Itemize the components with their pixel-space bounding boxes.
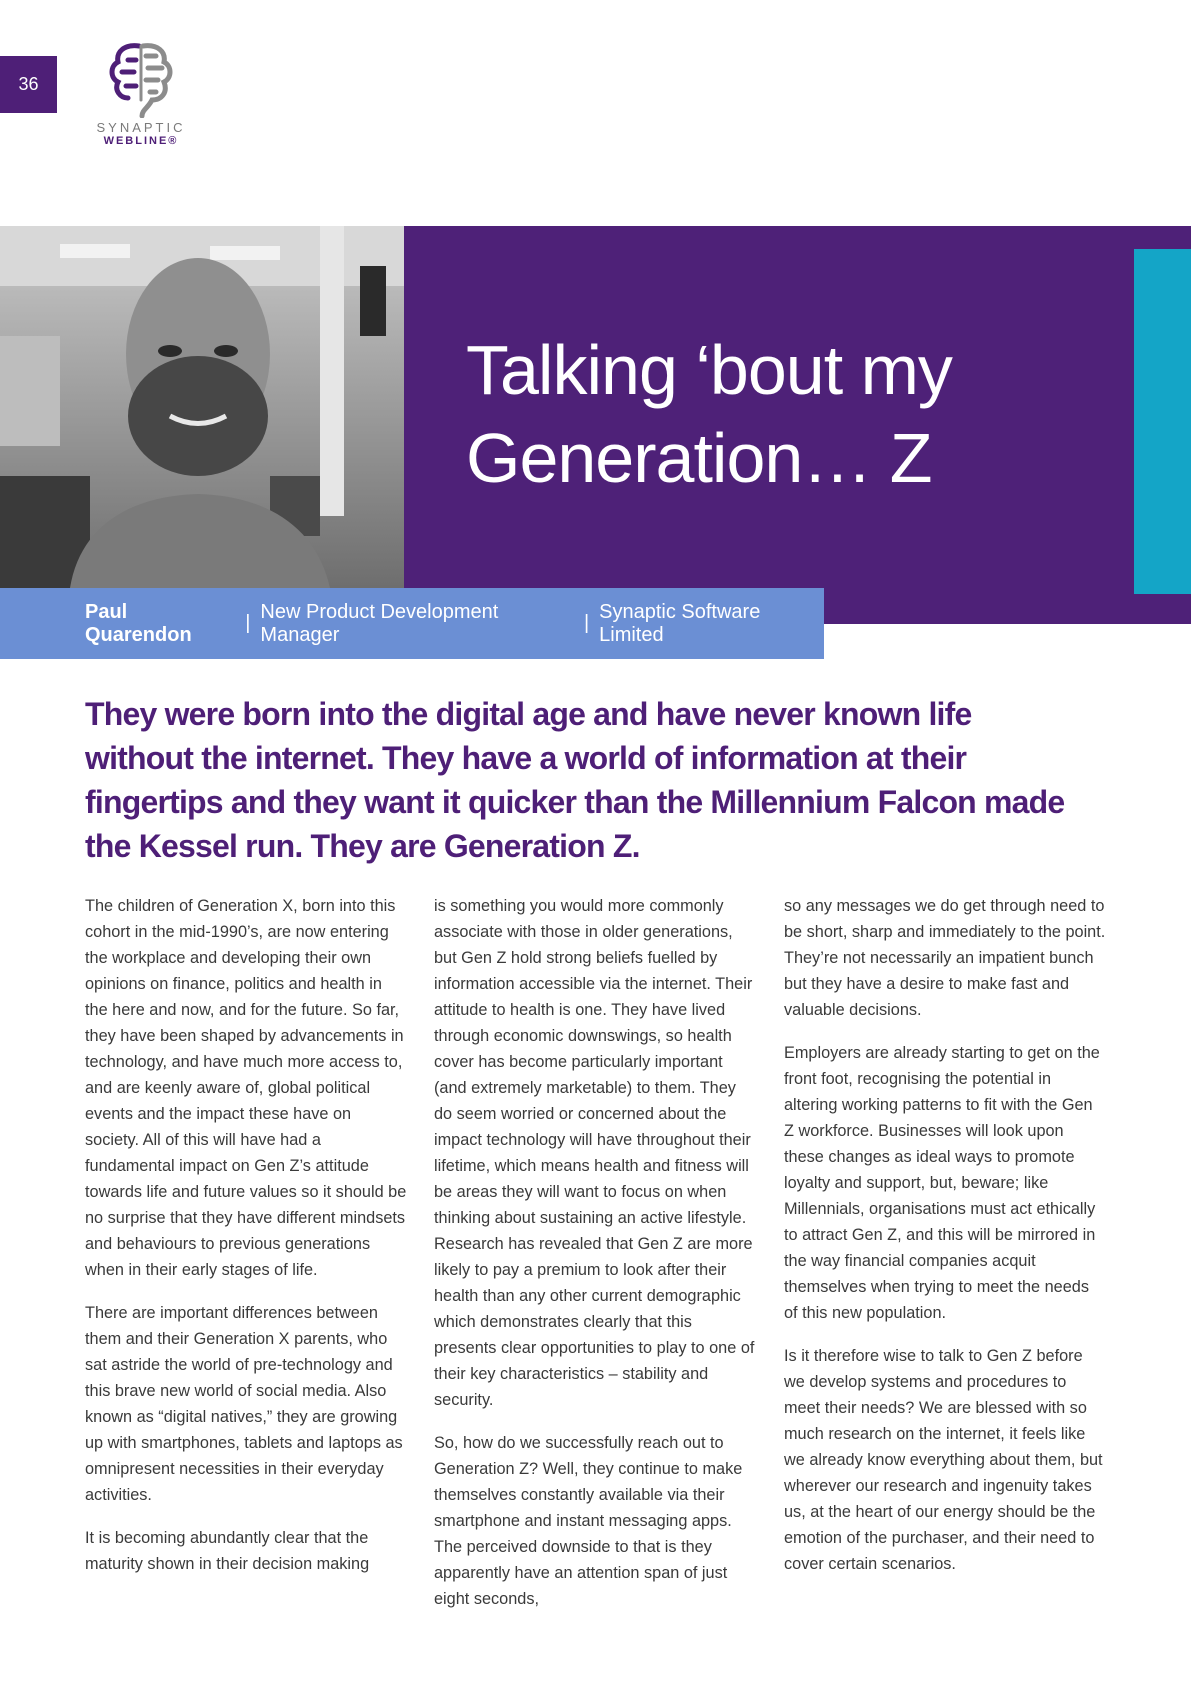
accent-bar [1134, 249, 1191, 594]
standfirst: They were born into the digital age and have never known life without the internet. They have a world of information at their fingertips and they want it quicker than the Millennium Falcon made the Kessel run. They are Generation Z. [85, 696, 1065, 864]
article-column-1 [85, 893, 407, 1594]
paragraph: Employers are already starting to get on the front foot, recognising the potential in altering working patterns to fit with the Gen Z workforce. Businesses will look upon these changes as ideal ways to promote loyalty and support, but, beware; like Millennials, organisations must act ethically to attract Gen Z, and this will be mirrored in the way financial companies acquit themselves when trying to meet the needs of this new population. [784, 1044, 1100, 1322]
byline-separator: | [245, 612, 251, 634]
page-number-tab [0, 56, 57, 113]
company-logo [86, 38, 196, 147]
paragraph: It is becoming abundantly clear that the maturity shown in their decision making [85, 1529, 370, 1573]
title-line-2: Generation… Z [466, 419, 932, 497]
page-number: 36 [18, 74, 39, 94]
paragraph: so any messages we do get through need to be short, sharp and immediately to the point. They’re not necessarily an impatient bunch but they have a desire to make fast and valuable decisions. [784, 897, 1106, 1019]
byline-separator: | [583, 612, 590, 634]
author-byline [0, 588, 824, 659]
title-line-1: Talking ‘bout my [466, 331, 952, 409]
logo-text-webline: WEBLINE® [103, 135, 179, 147]
paragraph: So, how do we successfully reach out to Generation Z? Well, they continue to make themselves constantly available via their smartphone and instant messaging apps. The perceived downside to that is they apparently have an attention span of just eight seconds, [434, 1434, 743, 1608]
paragraph: is something you would more commonly associate with those in older generations, but Gen Z hold strong beliefs fuelled by information accessible via the internet. Their attitude to health is one. They have lived through economic downswings, so health cover has become particularly important (and extremely marketable) to them. They do seem worried or concerned about the impact technology will have throughout their lifetime, which means health and fitness will be areas they will want to focus on when thinking about sustaining an active lifestyle. Research has revealed that Gen Z are more likely to pay a premium to look after their health than any other current demographic which demonstrates clearly that this presents clear opportunities to play to one of their key characteristics – stability and security. [434, 897, 755, 1409]
paragraph: There are important differences between them and their Generation X parents, who sat astride the world of pre-technology and this brave new world of social media. Also known as “digital natives,” they are growing up with smartphones, tablets and laptops as omnipresent necessities in their everyday activities. [85, 1304, 403, 1504]
paragraph: The children of Generation X, born into this cohort in the mid-1990’s, are now entering the workplace and developing their own opinions on finance, politics and health in the here and now, and for the future. So far, they have been shaped by advancements in technology, and have much more access to, and are keenly aware of, global political events and the impact these have on society. All of this will have had a fundamental impact on Gen Z’s attitude towards life and future values so it should be no surprise that they have different mindsets and behaviours to previous generations when in their early stages of life. [85, 897, 407, 1279]
page-title [466, 326, 1066, 502]
brain-logo-icon [106, 38, 176, 118]
author-name: Paul Quarendon [85, 600, 192, 646]
author-role: New Product Development Manager [260, 600, 499, 646]
article-column-3 [784, 893, 1106, 1594]
logo-text-synaptic: SYNAPTIC [96, 120, 186, 135]
author-company: Synaptic Software Limited [599, 600, 761, 646]
article-column-2 [434, 893, 756, 1629]
author-photo [0, 226, 404, 588]
paragraph: Is it therefore wise to talk to Gen Z before we develop systems and procedures to meet their needs? We are blessed with so much research on the internet, it feels like we already know everything about them, but wherever our research and ingenuity takes us, at the heart of our energy should be the emotion of the purchaser, and their need to cover certain scenarios. [784, 1347, 1103, 1573]
